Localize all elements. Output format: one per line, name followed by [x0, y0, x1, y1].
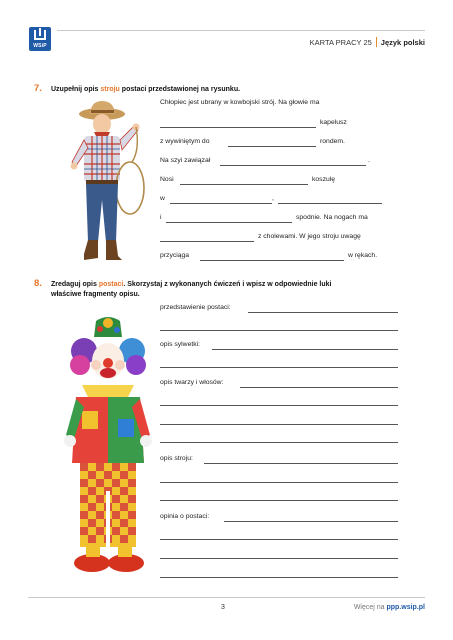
- blank-shirt-pattern-1[interactable]: [170, 203, 272, 204]
- task-7-instr-a: Uzupełnij opis: [51, 86, 101, 93]
- page-number: 3: [221, 604, 225, 611]
- header-title: [310, 37, 425, 47]
- label-face: opis twarzy i włosów:: [160, 379, 224, 386]
- blank-face-3[interactable]: [160, 424, 398, 425]
- footer-more-link[interactable]: [354, 604, 425, 611]
- task-7-line-4: Na szyi zawiązał: [160, 157, 211, 164]
- blank-shirt-type[interactable]: [180, 184, 308, 185]
- header-separator: [376, 37, 377, 47]
- task-7-line-3: z wywiniętym do: [160, 138, 210, 145]
- blank-intro-1[interactable]: [248, 312, 398, 313]
- task-7-number: 7.: [34, 83, 42, 94]
- footer-rule: [28, 597, 425, 598]
- sheet-label: KARTA PRACY 25: [309, 37, 372, 47]
- task-7-line-6b: ,: [272, 195, 274, 202]
- task-8-instruction: [34, 279, 406, 300]
- task-7-instr-highlight: stroju: [100, 86, 120, 93]
- task-7-line-1: Chłopiec jest ubrany w kowbojski strój. Na głowie ma: [160, 99, 320, 106]
- blank-face-1[interactable]: [240, 387, 398, 388]
- blank-shirt-pattern-2[interactable]: [278, 203, 382, 204]
- blank-outfit-3[interactable]: [160, 500, 398, 501]
- footer-more-url[interactable]: ppp.wsip.pl: [386, 604, 425, 611]
- task-7-line-6: w: [160, 195, 165, 202]
- logo-text: WSiP: [33, 43, 47, 49]
- task-7-line-9b: w rękach.: [348, 252, 378, 259]
- task-7-line-8b: z cholewami. W jego stroju uwagę: [258, 233, 361, 240]
- label-opinion: opinia o postaci:: [160, 513, 210, 520]
- blank-opinion-1[interactable]: [224, 521, 398, 522]
- task-7-line-7: i: [160, 214, 162, 221]
- label-intro: przedstawienie postaci:: [160, 304, 231, 311]
- subject-label: Język polski: [380, 37, 425, 47]
- blank-outfit-2[interactable]: [160, 482, 398, 483]
- header-rule: [57, 30, 425, 31]
- blank-hat-type[interactable]: [160, 127, 316, 128]
- task-7-line-5b: koszulę: [312, 176, 336, 183]
- clown-illustration: [62, 315, 154, 583]
- blank-brim-direction[interactable]: [228, 146, 316, 147]
- task-7-line-5: Nosi: [160, 176, 174, 183]
- blank-face-2[interactable]: [160, 405, 398, 406]
- blank-silhouette-2[interactable]: [160, 367, 398, 368]
- cowboy-illustration: [64, 100, 150, 264]
- task-7-line-4b: .: [368, 157, 370, 164]
- blank-face-4[interactable]: [160, 442, 398, 443]
- task-8-instr-c: właściwe fragmenty opisu.: [51, 291, 140, 298]
- task-8-instr-highlight: postaci: [98, 281, 124, 288]
- blank-opinion-4[interactable]: [160, 577, 398, 578]
- task-8-instr-b: . Skorzystaj z wykonanych ćwiczeń i wpisz w odpowiednie luki: [123, 281, 332, 288]
- blank-opinion-2[interactable]: [160, 539, 398, 540]
- label-silhouette: opis sylwetki:: [160, 341, 201, 348]
- task-7-line-3b: rondem.: [320, 138, 345, 145]
- blank-opinion-3[interactable]: [160, 558, 398, 559]
- logo-mark-icon: [34, 30, 46, 40]
- task-7-instr-b: postaci przedstawionej na rysunku.: [119, 86, 241, 93]
- task-7-kapelusz: kapelusz: [320, 119, 347, 126]
- blank-held-item[interactable]: [200, 260, 344, 261]
- task-8-number: 8.: [34, 278, 42, 289]
- blank-silhouette-1[interactable]: [212, 349, 398, 350]
- task-8-instr-a: Zredaguj opis: [51, 281, 99, 288]
- wsip-logo: [29, 27, 51, 51]
- blank-neck-item[interactable]: [220, 165, 366, 166]
- task-7-instruction: [34, 84, 240, 95]
- label-outfit: opis stroju:: [160, 455, 193, 462]
- task-7-line-9: przyciąga: [160, 252, 190, 259]
- task-7-line-7b: spodnie. Na nogach ma: [296, 214, 368, 221]
- footer-more-prefix: Więcej na: [353, 604, 387, 611]
- blank-trousers[interactable]: [166, 222, 292, 223]
- blank-outfit-1[interactable]: [204, 463, 398, 464]
- blank-boots[interactable]: [160, 241, 254, 242]
- blank-intro-2[interactable]: [160, 330, 398, 331]
